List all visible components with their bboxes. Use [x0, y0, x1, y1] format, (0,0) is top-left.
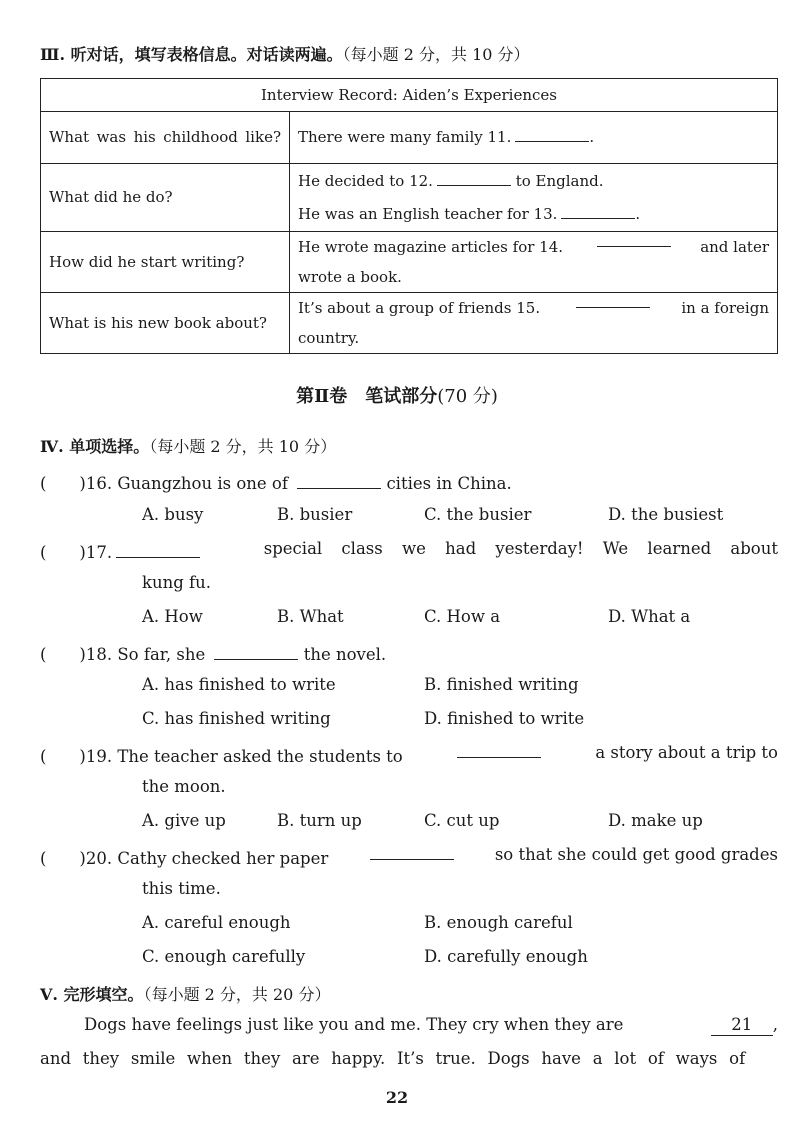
answer-blank-15[interactable] [576, 293, 650, 308]
answer-blank-14[interactable] [597, 232, 671, 247]
option-d[interactable]: D. finished to write [424, 709, 585, 728]
question-blank[interactable] [116, 543, 200, 558]
answer-text: He decided to 12. [298, 171, 433, 190]
option-c[interactable]: C. the busier [424, 505, 532, 524]
answer-text: and later [700, 238, 769, 256]
question-text: What was his childhood like? [49, 128, 281, 146]
question-17 [40, 539, 778, 563]
section-5-score-note: （每小题 2 分，共 20 分） [143, 985, 331, 1004]
answer-paren[interactable]: ( ) [40, 645, 86, 664]
answer-text: It’s about a group of friends 15. [298, 299, 541, 317]
question-stem: The teacher asked the students to [117, 747, 403, 766]
option-c[interactable]: C. cut up [424, 811, 500, 830]
option-d[interactable]: D. make up [608, 811, 703, 830]
section-3-heading: Ⅲ. 听对话，填写表格信息。对话读两遍。 [40, 45, 343, 64]
question-stem-continued: kung fu. [142, 573, 212, 592]
question-stem-continued: the moon. [142, 777, 226, 796]
option-b[interactable]: B. enough careful [424, 913, 573, 932]
answer-text: country. [298, 329, 360, 347]
answer-cell [290, 232, 778, 293]
question-20 [40, 845, 778, 869]
answer-blank-12[interactable] [437, 171, 511, 186]
question-number: 20. [85, 849, 113, 868]
question-blank[interactable] [370, 845, 454, 860]
part-2-heading: 第Ⅱ卷 笔试部分 [296, 386, 438, 407]
table-row [41, 164, 778, 232]
section-5-heading: Ⅴ. 完形填空。 [40, 985, 144, 1004]
part-2-title [0, 382, 794, 408]
answer-blank-11[interactable] [515, 127, 589, 142]
question-stem: Cathy checked her paper [117, 849, 329, 868]
question-stem: Guangzhou is one of [117, 474, 288, 493]
question-cell [41, 232, 290, 293]
question-stem: the novel. [303, 645, 387, 664]
table-row [41, 112, 778, 164]
question-number: 18. [85, 645, 113, 664]
option-d[interactable]: D. What a [608, 607, 691, 626]
answer-text: in a foreign [681, 299, 769, 317]
answer-paren[interactable]: ( ) [40, 849, 86, 868]
option-a[interactable]: A. How [142, 607, 203, 626]
section-3-title [40, 42, 530, 65]
answer-text: There were many family 11. [298, 128, 512, 146]
question-stem: so that she could get good grades [494, 845, 778, 864]
option-d[interactable]: D. carefully enough [424, 947, 588, 966]
answer-text: to England. [515, 171, 604, 190]
question-blank[interactable] [214, 645, 298, 660]
part-2-score: (70 分) [437, 386, 498, 407]
table-header-row [41, 79, 778, 112]
question-blank[interactable] [457, 743, 541, 758]
question-stem: a story about a trip to [595, 743, 778, 762]
option-c[interactable]: C. has finished writing [142, 709, 331, 728]
page-number: 22 [385, 1088, 409, 1107]
option-a[interactable]: A. busy [142, 505, 204, 524]
question-blank[interactable] [297, 474, 381, 489]
table-header: Interview Record: Aiden’s Experiences [41, 79, 778, 112]
answer-text: . [589, 128, 595, 146]
section-4-heading: Ⅳ. 单项选择。 [40, 437, 150, 456]
option-d[interactable]: D. the busiest [608, 505, 724, 524]
question-stem: special class we had yesterday! We learned about [263, 539, 778, 558]
question-stem-continued: this time. [142, 879, 221, 898]
question-16 [40, 470, 512, 494]
question-text: How did he start writing? [49, 252, 245, 271]
answer-paren[interactable]: ( ) [40, 543, 86, 562]
question-18 [40, 641, 386, 665]
section-5-title [40, 982, 330, 1005]
section-4-title [40, 434, 336, 457]
cloze-paragraph-line-2: and they smile when they are happy. It’s true. Dogs have a lot of ways of [40, 1049, 746, 1068]
answer-blank-13[interactable] [561, 204, 635, 219]
answer-text: He was an English teacher for 13. [298, 204, 558, 223]
option-c[interactable]: C. enough carefully [142, 947, 306, 966]
question-cell [41, 293, 290, 354]
table-row [41, 293, 778, 354]
option-a[interactable]: A. has finished to write [142, 675, 336, 694]
option-a[interactable]: A. careful enough [142, 913, 291, 932]
option-b[interactable]: B. finished writing [424, 675, 579, 694]
answer-paren[interactable]: ( ) [40, 474, 86, 493]
question-text: What is his new book about? [49, 313, 267, 332]
answer-cell [290, 112, 778, 164]
option-b[interactable]: B. What [277, 607, 344, 626]
question-number: 17. [85, 543, 113, 562]
section-3-score-note: （每小题 2 分，共 10 分） [342, 45, 530, 64]
interview-record-table [40, 78, 778, 354]
answer-text: wrote a book. [298, 268, 402, 286]
question-cell [41, 164, 290, 232]
section-4-score-note: （每小题 2 分，共 10 分） [149, 437, 337, 456]
option-c[interactable]: C. How a [424, 607, 501, 626]
question-stem: cities in China. [386, 474, 512, 493]
answer-cell [290, 293, 778, 354]
option-b[interactable]: B. busier [277, 505, 353, 524]
answer-paren[interactable]: ( ) [40, 747, 86, 766]
question-number: 19. [85, 747, 113, 766]
paragraph-text: , [772, 1015, 778, 1034]
answer-text: . [635, 204, 641, 223]
question-cell [41, 112, 290, 164]
cloze-blank-21[interactable]: 21 [711, 1015, 773, 1036]
question-stem: So far, she [117, 645, 206, 664]
option-b[interactable]: B. turn up [277, 811, 362, 830]
question-number: 16. [85, 474, 113, 493]
table-row [41, 232, 778, 293]
paragraph-text: Dogs have feelings just like you and me. They cry when they are [84, 1015, 624, 1034]
answer-cell [290, 164, 778, 232]
question-text: What did he do? [49, 188, 173, 206]
question-19 [40, 743, 778, 767]
option-a[interactable]: A. give up [142, 811, 226, 830]
answer-text: He wrote magazine articles for 14. [298, 238, 564, 256]
cloze-paragraph-line-1 [40, 1015, 778, 1036]
